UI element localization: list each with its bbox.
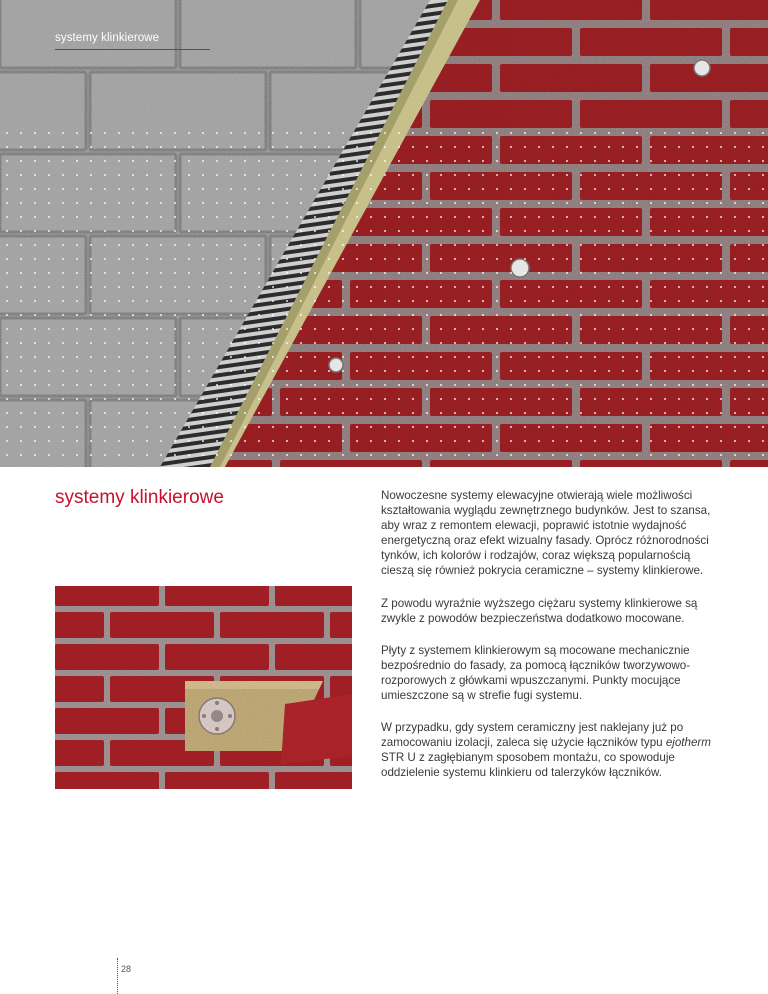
paragraph bbox=[381, 720, 726, 780]
paragraph-text: STR U z zagłębianym sposobem montażu, co spowoduje oddzielenie systemu klinkieru od talerzyków łączników. bbox=[381, 751, 675, 780]
paragraph-text: W przypadku, gdy system ceramiczny jest naklejany już po zamocowaniu izolacji, zaleca się użycie łączników typu bbox=[381, 721, 684, 750]
fastener-icon bbox=[694, 60, 710, 76]
section-title: systemy klinkierowe bbox=[55, 487, 224, 508]
header-rule bbox=[55, 49, 210, 50]
brand-name: ejotherm bbox=[665, 736, 711, 750]
paragraph: Płyty z systemem klinkierowym są mocowane mechanicznie bezpośrednio do fasady, za pomocą łączników tworzywowo-rozporowych z główkami wpuszczanymi. Punkty mocujące umieszczone są w strefie fugi systemu. bbox=[381, 643, 691, 703]
paragraph: Nowoczesne systemy elewacyjne otwierają wiele możliwości kształtowania wyglądu zewnętrznego budynków. Jest to szansa, aby wraz z remontem elewacji, poprawić istotnie wydajność energetyczną oraz efekt wizualny fasady. Oprócz różnorodności tynków, ich kolorów i rodzajów, coraz większą popularnością cieszą się również pokrycia ceramiczne – systemy klinkierowe. bbox=[381, 489, 711, 578]
clinker-fastener-illustration bbox=[55, 586, 352, 789]
facade-cutaway-illustration bbox=[0, 0, 768, 467]
inset-image bbox=[55, 586, 352, 789]
section-label: systemy klinkierowe bbox=[55, 32, 160, 44]
paragraph: Z powodu wyraźnie wyższego ciężaru systemy klinkierowe są zwykle z powodów bezpieczeństwa dodatkowo mocowane. bbox=[381, 596, 698, 625]
body-text bbox=[381, 488, 726, 798]
hero-image bbox=[0, 0, 768, 467]
page-number: 28 bbox=[121, 964, 132, 974]
page-marker bbox=[117, 958, 118, 994]
